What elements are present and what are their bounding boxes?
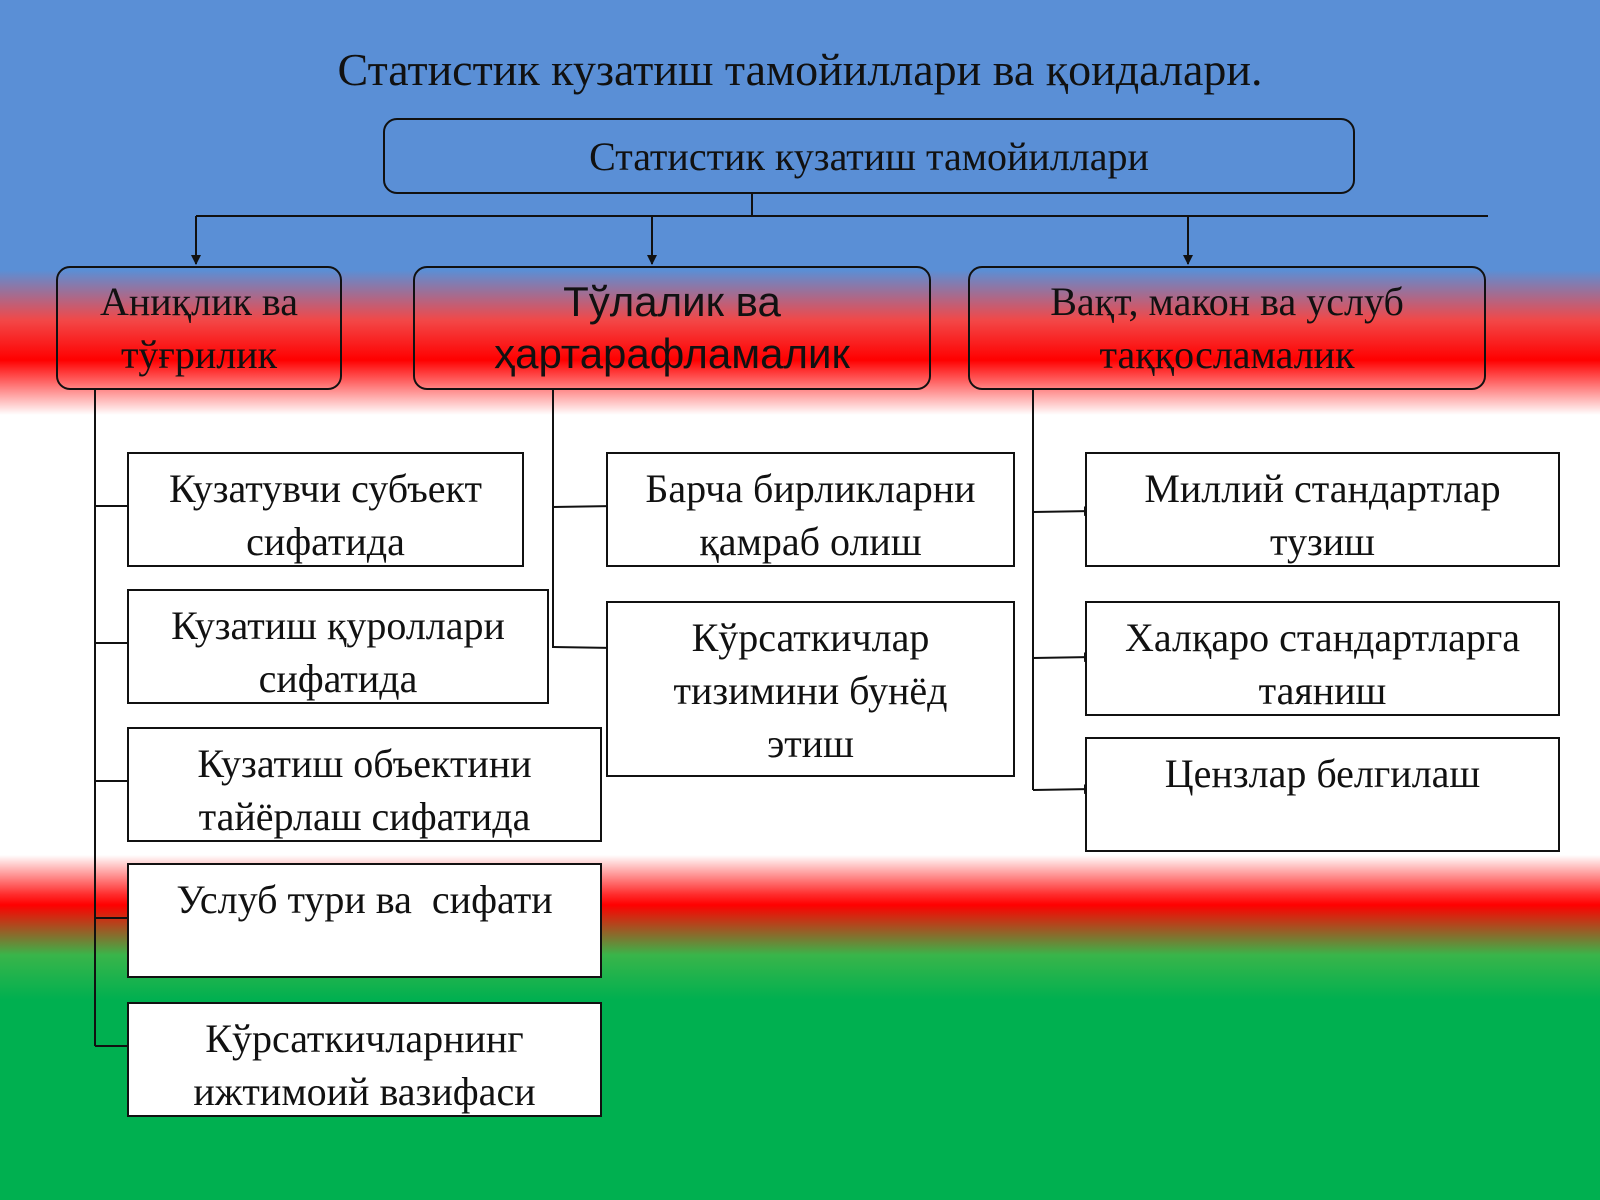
item-node xyxy=(127,589,549,704)
item-node xyxy=(606,452,1015,567)
item-label: Кўрсаткичлар тизимини бунёд этиш xyxy=(673,615,948,766)
item-node xyxy=(1085,452,1560,567)
item-label: Халқаро стандартларга таяниш xyxy=(1125,615,1520,713)
slide-title: Статистик кузатиш тамойиллари ва қоидалари. xyxy=(337,44,1263,95)
item-label: Барча бирликларни қамраб олиш xyxy=(645,466,976,564)
category-node-comparability xyxy=(968,266,1486,390)
item-node xyxy=(127,863,602,978)
category-node-accuracy xyxy=(56,266,342,390)
item-label: Кузатиш объектини тайёрлаш сифатида xyxy=(197,741,532,839)
item-label: Цензлар белгилаш xyxy=(1164,751,1481,796)
item-label: Кўрсаткичларнинг ижтимоий вазифаси xyxy=(193,1016,536,1114)
root-node xyxy=(383,118,1355,194)
category-label: Аниқлик ва тўғрилик xyxy=(99,279,299,377)
item-node xyxy=(127,1002,602,1117)
item-label: Кузатувчи субъект сифатида xyxy=(169,466,482,564)
arrow-right-2 xyxy=(1033,657,1093,658)
category-node-completeness xyxy=(413,266,931,390)
item-label: Кузатиш қуроллари сифатида xyxy=(171,603,505,701)
item-node xyxy=(606,601,1015,777)
item-node xyxy=(1085,601,1560,716)
item-node xyxy=(127,727,602,842)
item-label: Услуб тури ва сифати xyxy=(176,877,553,922)
category-label: Тўлалик ва ҳартарафламалик xyxy=(494,278,850,377)
item-label: Миллий стандартлар тузиш xyxy=(1144,466,1501,564)
item-node xyxy=(127,452,524,567)
item-node xyxy=(1085,737,1560,852)
arrow-right-1 xyxy=(1033,511,1093,512)
root-node-label: Статистик кузатиш тамойиллари xyxy=(589,133,1149,179)
arrow-right-3 xyxy=(1033,789,1093,790)
category-label: Вақт, макон ва услуб таққосламалик xyxy=(1050,279,1404,377)
